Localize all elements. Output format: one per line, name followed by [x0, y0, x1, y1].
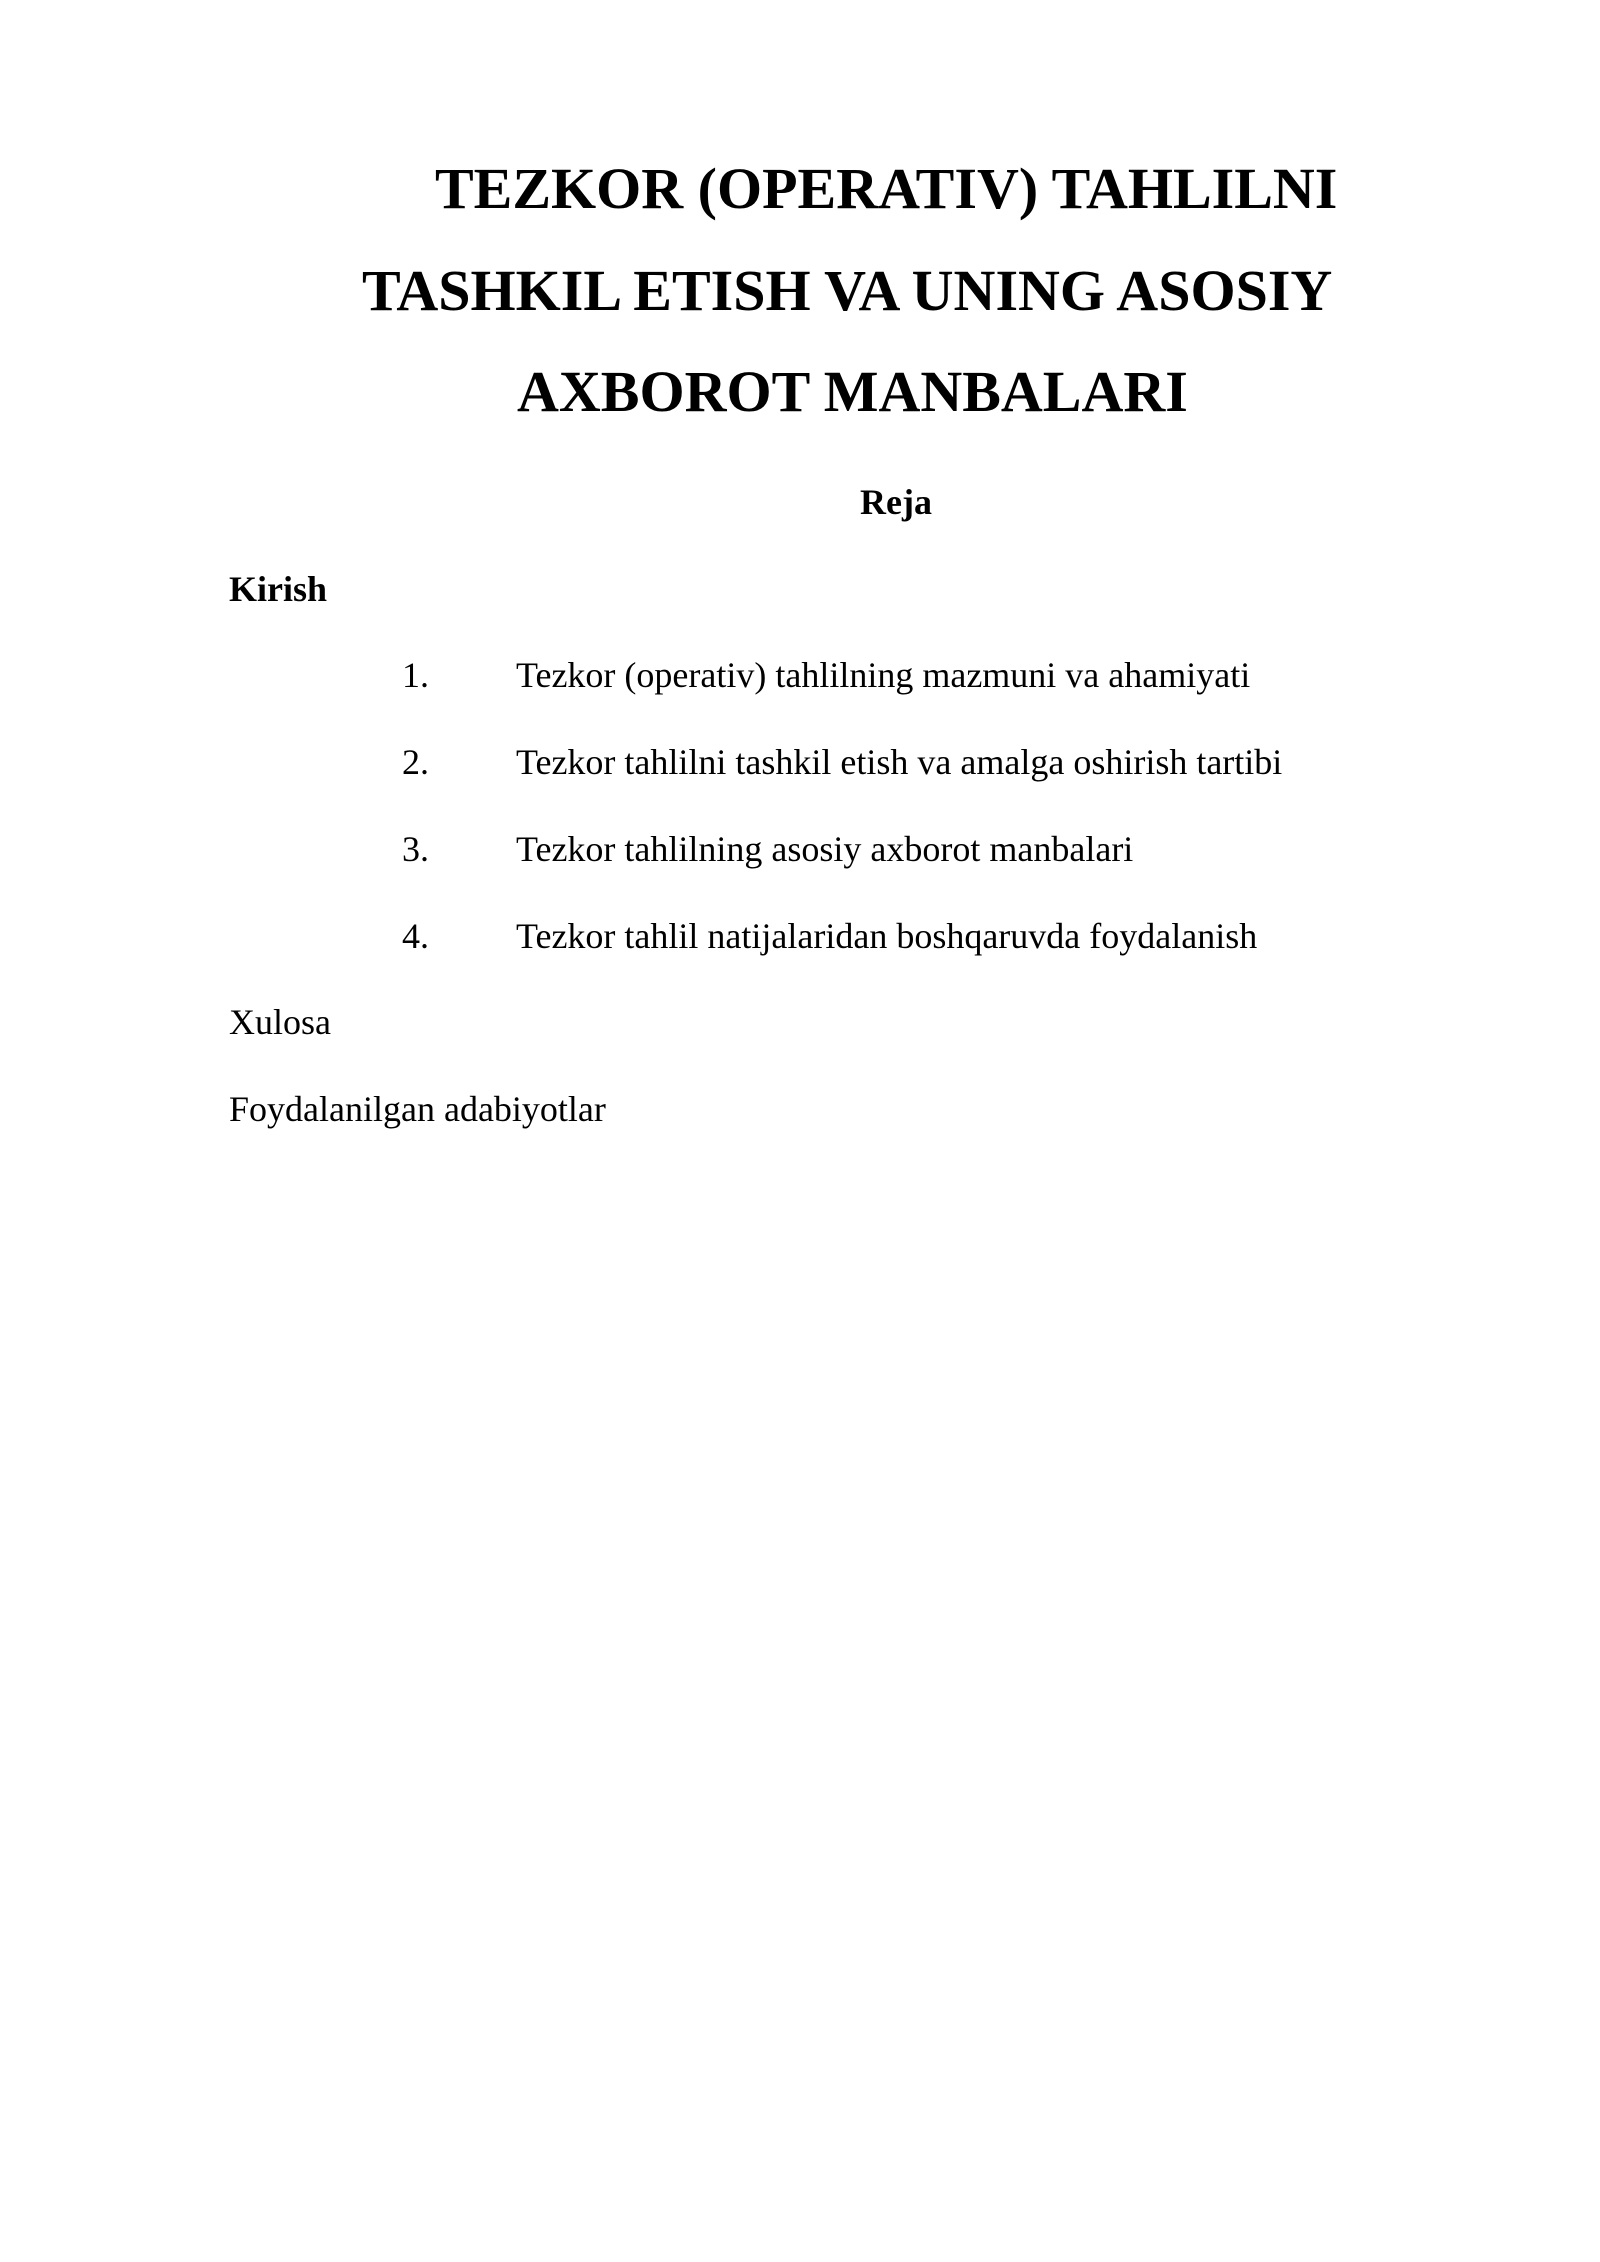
conclusion-heading: Xulosa: [229, 1002, 331, 1042]
document-title-line-2: TASHKIL ETISH VA UNING ASOSIY: [362, 258, 1333, 323]
plan-item-text: Tezkor (operativ) tahlilning mazmuni va ahamiyati: [516, 655, 1251, 695]
document-title-line-3: AXBOROT MANBALARI: [517, 359, 1188, 424]
document-title-line-1: TEZKOR (OPERATIV) TAHLILNI: [435, 156, 1338, 221]
plan-item-number: 3.: [402, 829, 429, 869]
plan-item-text: Tezkor tahlilni tashkil etish va amalga oshirish tartibi: [516, 742, 1283, 782]
plan-item-number: 4.: [402, 916, 429, 956]
plan-item-number: 2.: [402, 742, 429, 782]
intro-heading: Kirish: [229, 569, 328, 609]
plan-item-text: Tezkor tahlil natijalaridan boshqaruvda foydalanish: [516, 916, 1258, 956]
plan-item-text: Tezkor tahlilning asosiy axborot manbalari: [516, 829, 1134, 869]
references-heading: Foydalanilgan adabiyotlar: [229, 1089, 606, 1129]
plan-heading: Reja: [860, 482, 932, 522]
plan-item-number: 1.: [402, 655, 429, 695]
